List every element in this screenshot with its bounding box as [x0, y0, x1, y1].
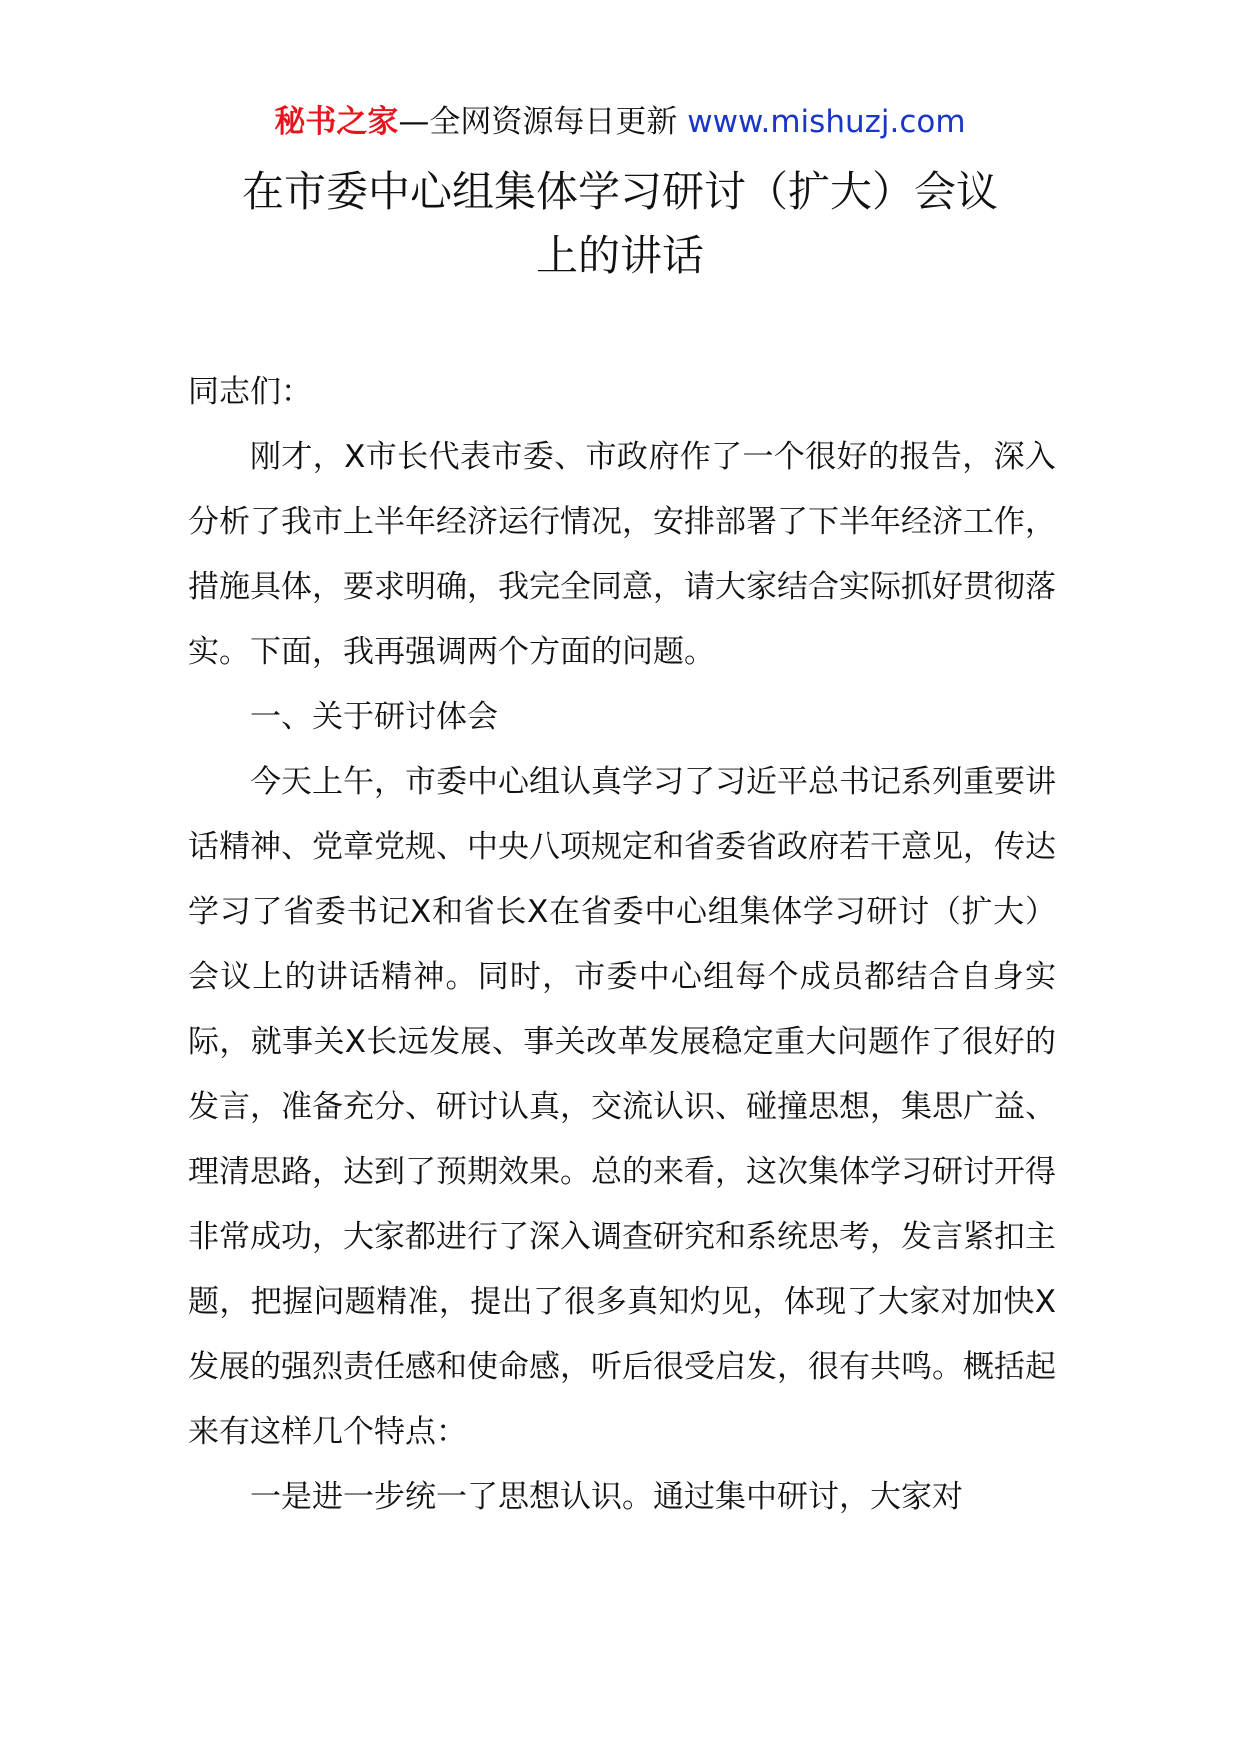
document-title [150, 160, 1090, 288]
body-paragraph: 一是进一步统一了思想认识。通过集中研讨，大家对 [250, 1479, 963, 1515]
watermark-header [0, 100, 1240, 144]
document-body [188, 360, 1056, 1530]
website-link[interactable]: www.mishuzj.com [687, 104, 966, 140]
body-paragraph: 今天上午，市委中心组认真学习了习近平总书记系列重要讲话精神、党章党规、中央八项规定和省委省政府若干意见，传达学习了省委书记X和省长X在省委中心组集体学习研讨（扩大）会议上的讲话精神。同时，市委中心组每个成员都结合自身实际，就事关X长远发展、事关改革发展稳定重大问题作了很好的发言，准备充分、研讨认真，交流认识、碰撞思想，集思广益、理清思路，达到了预期效果。总的来看，这次集体学习研讨开得非常成功，大家都进行了深入调查研究和系统思考，发言紧扣主题，把握问题精准，提出了很多真知灼见，体现了大家对加快X发展的强烈责任感和使命感，听后很受启发，很有共鸣。概括起来有这样几个特点： [188, 764, 1056, 1450]
salutation: 同志们： [188, 374, 312, 410]
title-line-1: 在市委中心组集体学习研讨（扩大）会议 [241, 167, 998, 216]
section-heading: 一、关于研讨体会 [250, 699, 498, 735]
brand-name: 秘书之家 [274, 104, 399, 140]
body-paragraph: 刚才，X市长代表市委、市政府作了一个很好的报告，深入分析了我市上半年经济运行情况，安排部署了下半年经济工作，措施具体，要求明确，我完全同意，请大家结合实际抓好贯彻落实。下面，我再强调两个方面的问题。 [188, 439, 1056, 670]
title-line-2: 上的讲话 [535, 231, 704, 280]
header-tagline: —全网资源每日更新 [398, 104, 678, 140]
